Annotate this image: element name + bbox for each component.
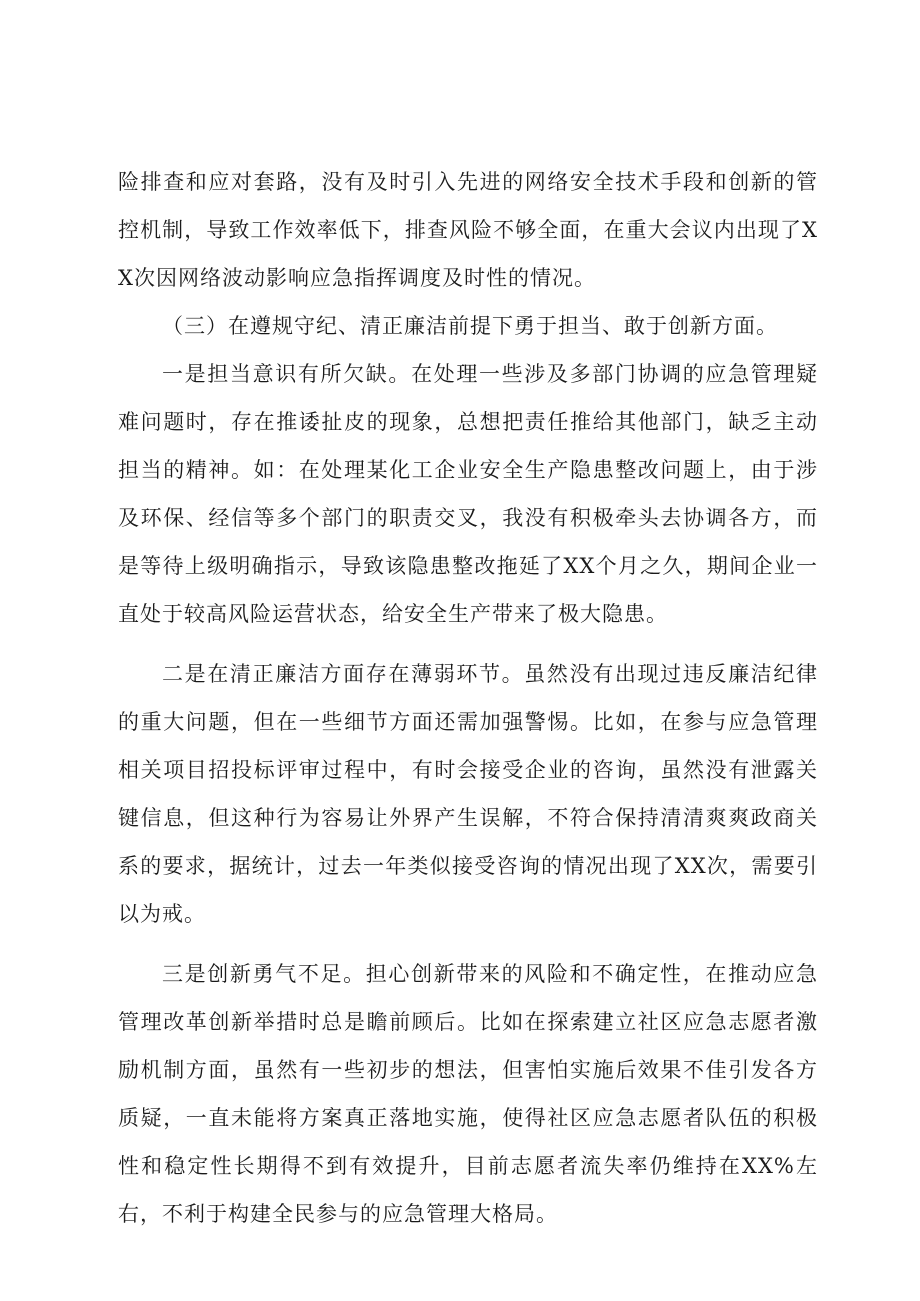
paragraph-innovation: 三是创新勇气不足。担心创新带来的风险和不确定性，在推动应急管理改革创新举措时总是瞻前顾后。比如在探索建立社区应急志愿者激励机制方面，虽然有一些初步的想法，但害怕实施后效果不佳引发各方质疑，一直未能将方案真正落地实施，使得社区应急志愿者队伍的积极性和稳定性长期得不到有效提升，目前志愿者流失率仍维持在XX%左右，不利于构建全民参与的应急管理大格局。 [118,962,818,1226]
section-heading: （三）在遵规守纪、清正廉洁前提下勇于担当、敢于创新方面。 [162,314,778,338]
paragraph-responsibility: 一是担当意识有所欠缺。在处理一些涉及多部门协调的应急管理疑难问题时，存在推诿扯皮的现象，总想把责任推给其他部门，缺乏主动担当的精神。如：在处理某化工企业安全生产隐患整改问题上，由于涉及环保、经信等多个部门的职责交叉，我没有积极牵头去协调各方，而是等待上级明确指示，导致该隐患整改拖延了XX个月之久，期间企业一直处于较高风险运营状态，给安全生产带来了极大隐患。 [118,362,818,626]
document-body [118,158,818,1238]
paragraph-integrity: 二是在清正廉洁方面存在薄弱环节。虽然没有出现过违反廉洁纪律的重大问题，但在一些细节方面还需加强警惕。比如，在参与应急管理相关项目招投标评审过程中，有时会接受企业的咨询，虽然没有泄露关键信息，但这种行为容易让外界产生误解，不符合保持清清爽爽政商关系的要求，据统计，过去一年类似接受咨询的情况出现了XX次，需要引以为戒。 [118,662,818,926]
paragraph-continuation: 险排查和应对套路，没有及时引入先进的网络安全技术手段和创新的管控机制，导致工作效率低下，排查风险不够全面，在重大会议内出现了XX次因网络波动影响应急指挥调度及时性的情况。 [118,170,818,290]
